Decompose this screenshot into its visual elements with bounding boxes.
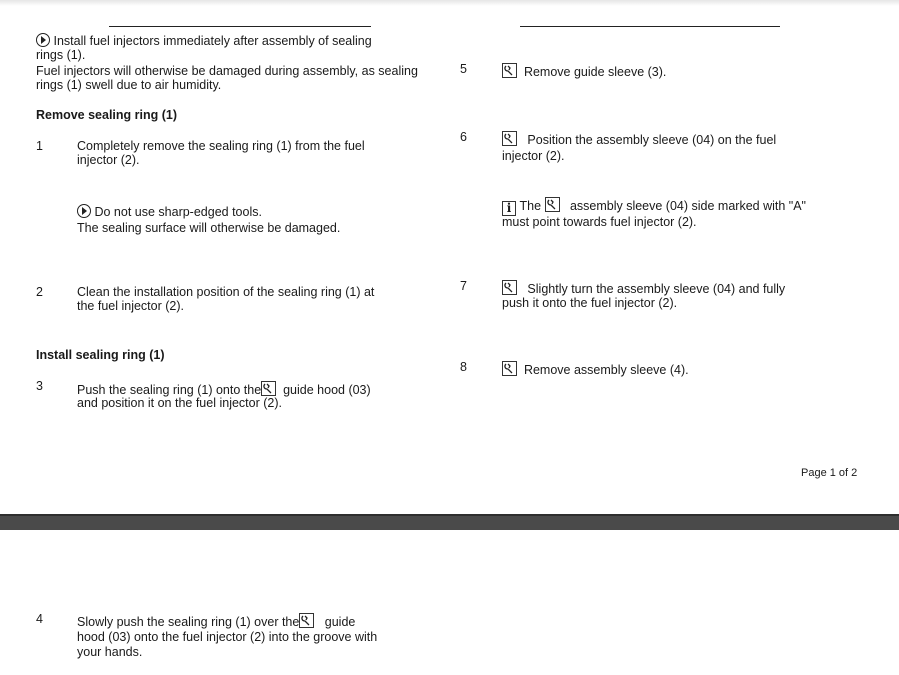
step5-label: Remove guide sleeve (3). xyxy=(523,65,667,79)
step6-line1 xyxy=(502,131,776,148)
step2-line1: Clean the installation position of the sealing ring (1) at xyxy=(77,285,375,299)
section-heading-install: Install sealing ring (1) xyxy=(36,348,165,362)
step-number: 2 xyxy=(36,285,43,299)
step6-line2: injector (2). xyxy=(502,149,565,163)
header-rule-left xyxy=(109,26,371,27)
step-number: 7 xyxy=(460,279,467,293)
note-tools-line1: Do not use sharp-edged tools. xyxy=(94,205,262,219)
step1-line1: Completely remove the sealing ring (1) from the fuel xyxy=(77,139,365,153)
step4-line2: hood (03) onto the fuel injector (2) into the groove with xyxy=(77,630,378,644)
note-arrow-icon xyxy=(77,204,91,218)
step-number: 6 xyxy=(460,130,467,144)
info-note-line1b: assembly sleeve (04) side marked with "A" xyxy=(569,199,806,213)
step8-label: Remove assembly sleeve (4). xyxy=(523,363,689,377)
page-top-shadow xyxy=(0,0,899,6)
header-rule-right xyxy=(520,26,780,27)
step6-line1-text: Position the assembly sleeve (04) on the fuel xyxy=(527,133,777,147)
note-arrow-icon xyxy=(36,33,50,47)
note-install-line2: rings (1). xyxy=(36,48,86,62)
step4-line1a: Slowly push the sealing ring (1) over the xyxy=(77,615,300,629)
step3-line1a: Push the sealing ring (1) onto the xyxy=(77,383,262,397)
step4-line1 xyxy=(77,613,355,630)
special-tool-icon xyxy=(502,280,517,295)
special-tool-icon xyxy=(545,197,560,212)
note-install-line4: rings (1) swell due to air humidity. xyxy=(36,78,222,92)
step-number: 5 xyxy=(460,62,467,76)
step4-line3: your hands. xyxy=(77,645,143,659)
step2-line2: the fuel injector (2). xyxy=(77,299,184,313)
step7-line1-text: Slightly turn the assembly sleeve (04) and fully xyxy=(527,282,786,296)
special-tool-icon xyxy=(502,63,517,78)
step-number: 1 xyxy=(36,139,43,153)
step3-line1b: guide hood (03) xyxy=(283,383,371,397)
page-divider xyxy=(0,514,899,530)
step1-line2: injector (2). xyxy=(77,153,140,167)
special-tool-icon xyxy=(261,381,276,396)
special-tool-icon xyxy=(299,613,314,628)
step4-line1b: guide xyxy=(324,615,356,629)
step5-text xyxy=(502,63,666,80)
step-number: 3 xyxy=(36,379,43,393)
step-number: 8 xyxy=(460,360,467,374)
step-number: 4 xyxy=(36,612,43,626)
note-tools-line2: The sealing surface will otherwise be damaged. xyxy=(77,221,341,235)
note-install-line1: Install fuel injectors immediately after assembly of sealing xyxy=(53,34,372,48)
page-number-label: Page 1 of 2 xyxy=(801,467,858,479)
step7-line2: push it onto the fuel injector (2). xyxy=(502,296,678,310)
special-tool-icon xyxy=(502,131,517,146)
step7-line1 xyxy=(502,280,785,297)
info-note-line2: must point towards fuel injector (2). xyxy=(502,215,697,229)
section-heading-remove: Remove sealing ring (1) xyxy=(36,108,178,122)
note-install-line3: Fuel injectors will otherwise be damaged during assembly, as sealing xyxy=(36,64,418,78)
info-note-line1a: The xyxy=(519,199,542,213)
step8-text xyxy=(502,361,689,378)
note-install xyxy=(36,33,372,49)
step3-line2: and position it on the fuel injector (2). xyxy=(77,396,282,410)
info-icon: i xyxy=(502,201,516,216)
special-tool-icon xyxy=(502,361,517,376)
info-note-line1 xyxy=(502,197,806,216)
note-tools xyxy=(77,204,262,220)
